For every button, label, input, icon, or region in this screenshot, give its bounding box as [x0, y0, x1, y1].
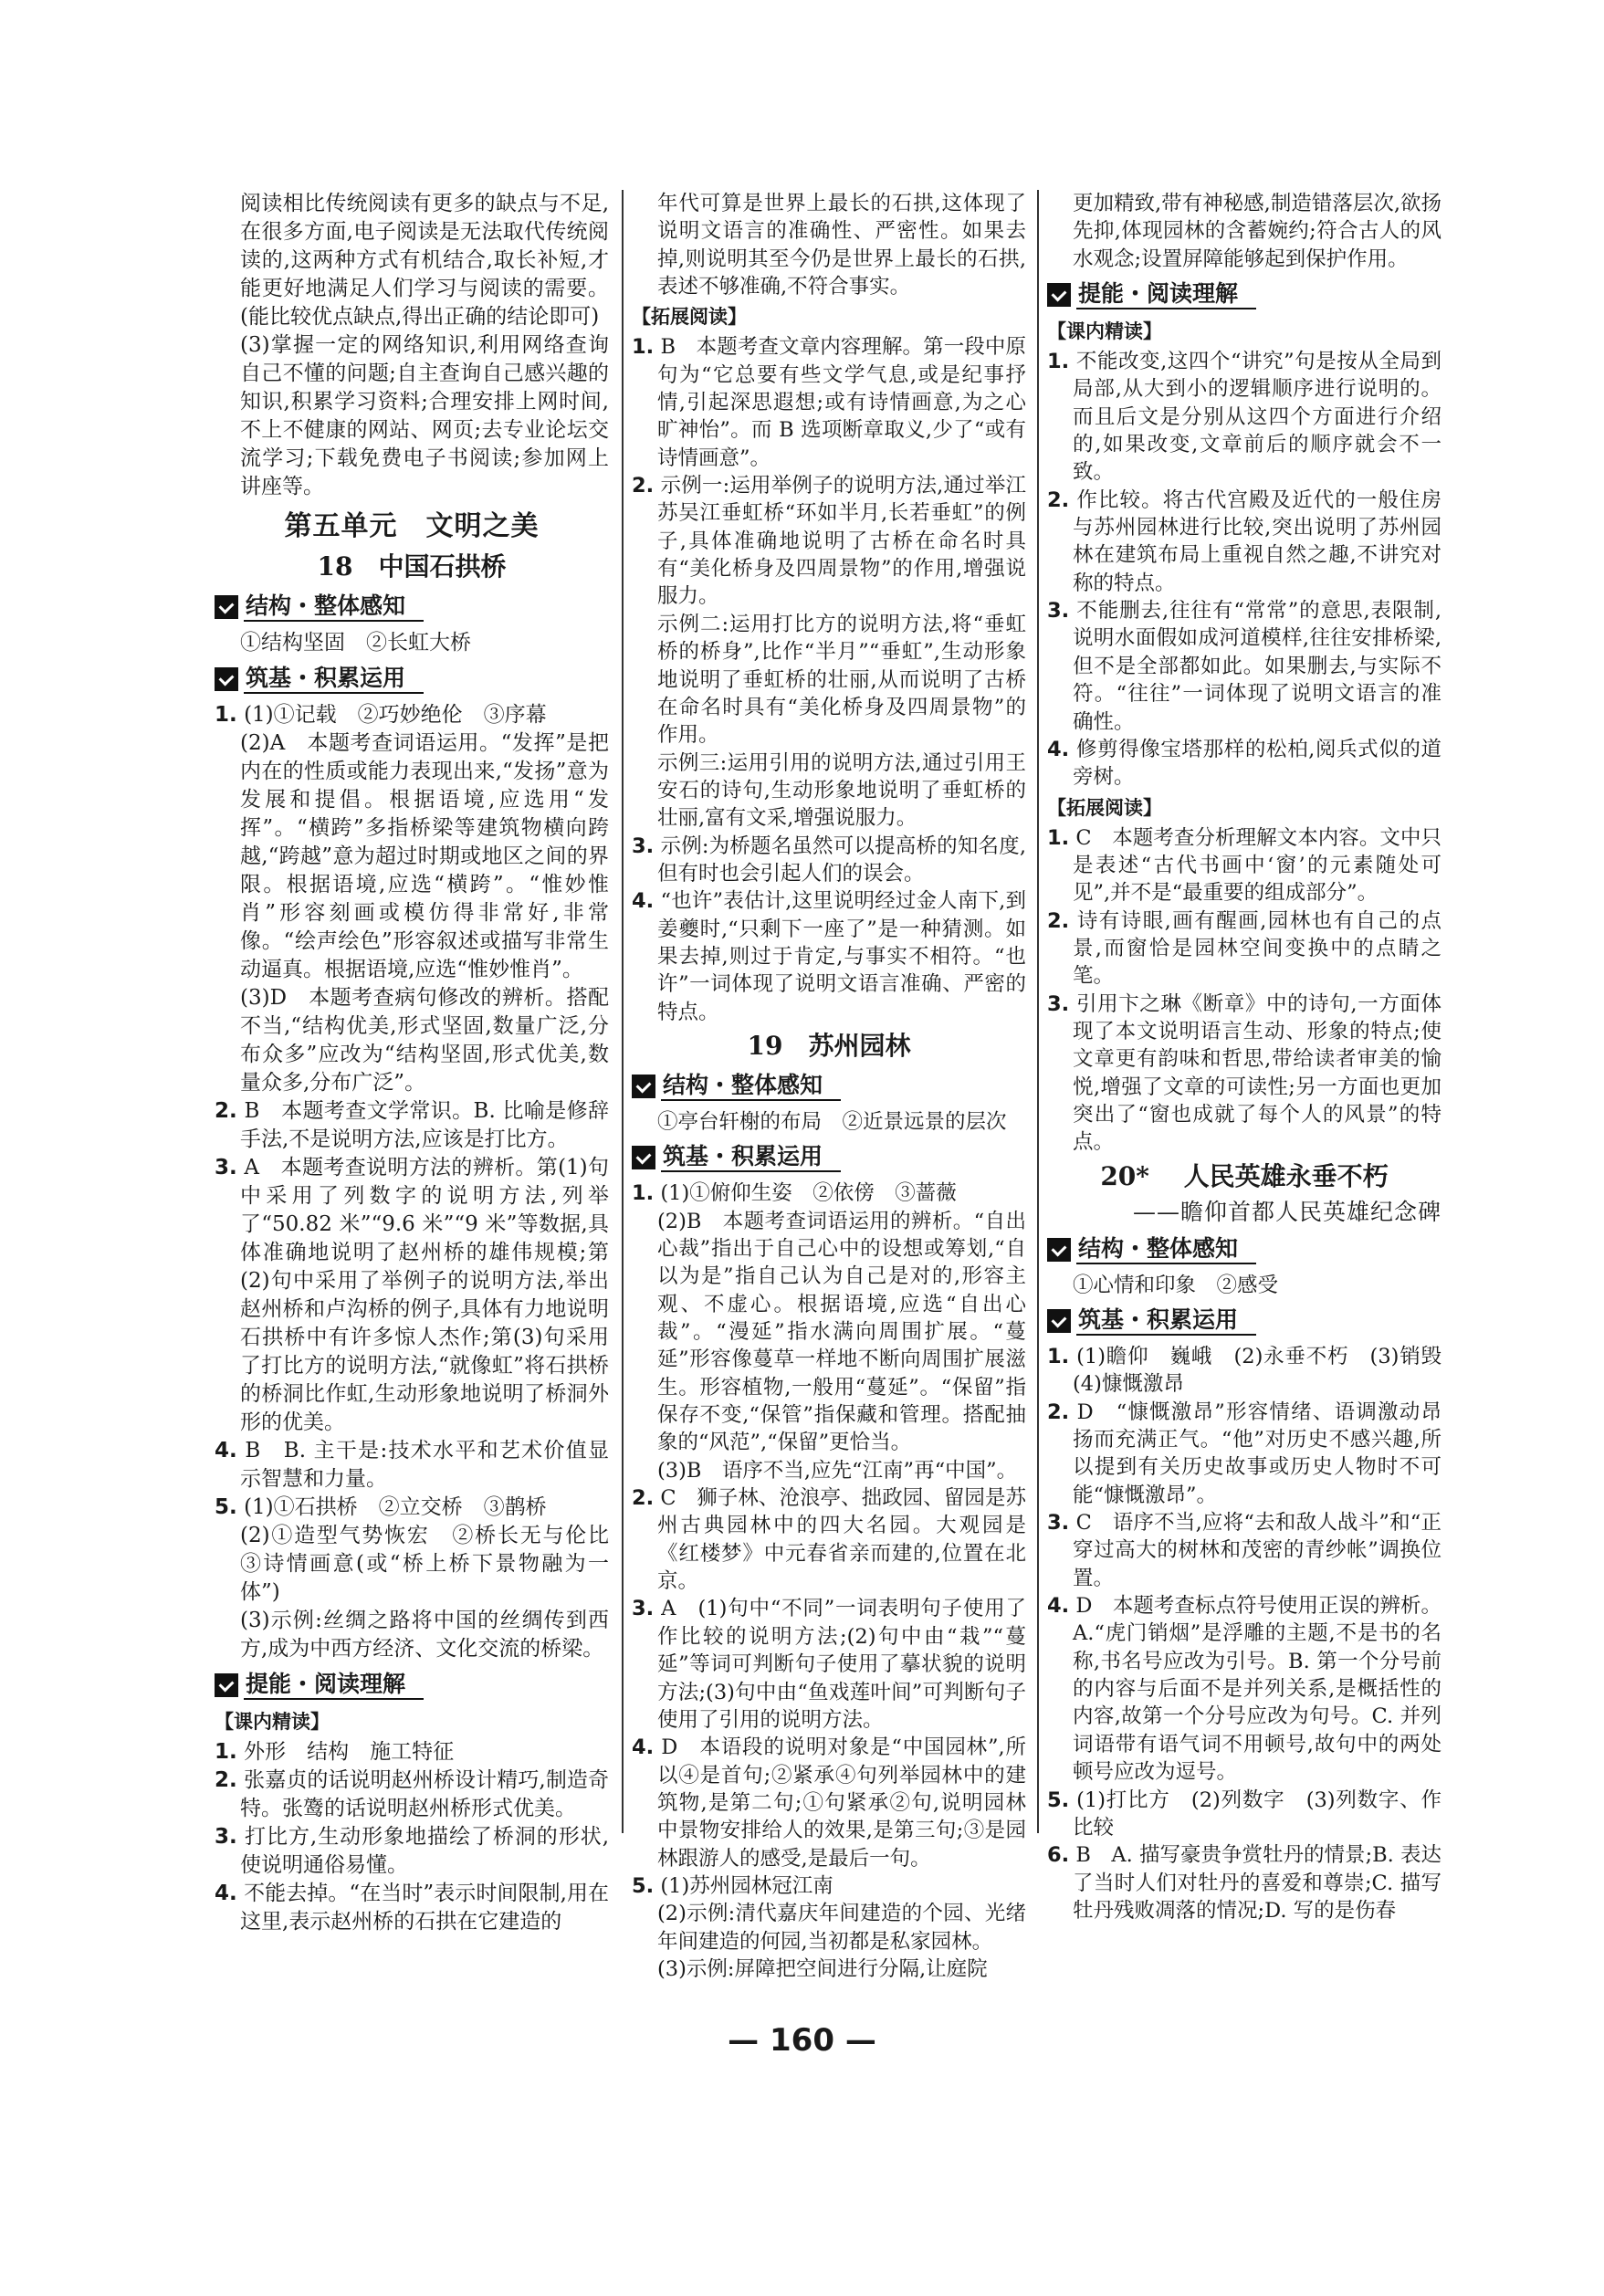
answer-item: 2. 示例一:运用举例子的说明方法,通过举江苏吴江垂虹桥“环如半月,长若垂虹”的例子,具体准确地说明了古桥在命名时具有“美化桥身及四周景物”的作用,增强说服力。: [632, 474, 1027, 609]
answer-item: 2. B 本题考查文学常识。B. 比喻是修辞手法,不是说明方法,应该是打比方。: [215, 1099, 609, 1151]
paragraph: 年代可算是世界上最长的石拱,这体现了说明文语言的准确性、严密性。如果去掉,则说明其至今仍是世界上最长的石拱,表述不够准确,不符合事实。: [657, 192, 1026, 299]
section-header: 筑基・积累运用: [632, 1143, 1026, 1172]
answer-item: 3. 示例:为桥题名虽然可以提高桥的知名度,但有时也会引起人们的误会。: [632, 833, 1027, 886]
answer: ①心情和印象 ②感受: [1073, 1273, 1279, 1297]
section-header: 结构・整体感知: [215, 592, 609, 622]
column-divider-1: [622, 190, 624, 1833]
checkmark-icon: [215, 595, 238, 619]
answer-item: (2)①造型气势恢宏 ②桥长无与伦比 ③诗情画意(或“桥上桥下景物融为一体”): [240, 1524, 630, 1604]
section-header: 筑基・积累运用: [1047, 1306, 1442, 1336]
answer-item: 1. C 本题考查分析理解文本内容。文中只是表述“古代书画中‘窗’的元素随处可见”,并不是“最重要的组成部分”。: [1047, 825, 1442, 906]
answer-item: 1. 外形 结构 施工特征: [215, 1740, 455, 1764]
subsection-tag: 【拓展阅读】: [632, 306, 747, 329]
answer-item: 4. “也许”表估计,这里说明经过金人南下,到姜夔时,“只剩下一座了”是一种猜测。如果去掉,则过于肯定,与事实不相符。“也许”一词体现了说明文语言准确、严密的特点。: [632, 889, 1027, 1024]
answer-item: 5. (1)打比方 (2)列数字 (3)列数字、作比较: [1047, 1788, 1442, 1840]
column-2: [632, 190, 1026, 1983]
answer-item: 3. 引用卞之琳《断章》中的诗句,一方面体现了本文说明语言生动、形象的特点;使文章更有韵味和哲思,带给读者审美的愉悦,增强了文章的可读性;另一方面也更加突出了“窗也成就了每个人的风景”的特点。: [1047, 991, 1442, 1155]
checkmark-icon: [1047, 283, 1071, 307]
answer-item: 示例三:运用引用的说明方法,通过引用王安石的诗句,生动形象地说明了垂虹桥的壮丽,富有文采,增强说服力。: [657, 750, 1026, 831]
answer-item: 2. 张嘉贞的话说明赵州桥设计精巧,制造奇特。张𬸦的话说明赵州桥形式优美。: [215, 1768, 610, 1820]
answer-item: 3. C 语序不当,应将“去和敌人战斗”和“正穿过高大的树林和茂密的青纱帐”调换位置。: [1047, 1511, 1442, 1590]
answer-item: (3)D 本题考查病句修改的辨析。搭配不当,“结构优美,形式坚固,数量广泛,分布众多”应改为“结构坚固,形式优美,数量众多,分布广泛”。: [240, 986, 609, 1095]
answer-item: 4. B B. 主干是:技术水平和艺术价值显示智慧和力量。: [215, 1439, 609, 1491]
answer-item: (2)示例:清代嘉庆年间建造的个园、光绪年间建造的何园,当初都是私家园林。: [657, 1902, 1026, 1954]
paragraph: 阅读相比传统阅读有更多的缺点与不足,在很多方面,电子阅读是无法取代传统阅读的,这两种方式有机结合,取长补短,才能更好地满足人们学习与阅读的需要。(能比较优点缺点,得出正确的结论即可): [240, 192, 609, 329]
answer-item: 2. D “慷慨激昂”形容情绪、语调激动昂扬而充满正气。“他”对历史不感兴趣,所以提到有关历史故事或历史人物时不可能“慷慨激昂”。: [1047, 1400, 1442, 1507]
answer-item: 4. D 本题考查标点符号使用正误的辨析。A.“虎门销烟”是浮雕的主题,不是书的名称,书名号应改为引号。B. 第一个分号前的内容与后面不是并列关系,是概括性的内容,故第一个分号应改为句号。C. 并列词语带有语气词不用顿号,故句中的两处顿号应改为逗号。: [1047, 1594, 1442, 1785]
checkmark-icon: [1047, 1238, 1071, 1262]
answer-item: 1. (1)①俯仰生姿 ②依傍 ③蔷薇: [632, 1181, 957, 1206]
subsection-tag: 【拓展阅读】: [1047, 796, 1162, 819]
section-header: 结构・整体感知: [1047, 1235, 1442, 1264]
subsection-tag: 【课内精读】: [1047, 320, 1162, 343]
page-number: — 160 —: [728, 2022, 876, 2059]
lesson-title: 20* 人民英雄永垂不朽: [1100, 1160, 1389, 1191]
answer-item: 5. (1)苏州园林冠江南: [632, 1873, 833, 1898]
checkmark-icon: [632, 1075, 655, 1098]
answer-item: 1. (1)瞻仰 巍峨 (2)永垂不朽 (3)销毁 (4)慷慨激昂: [1047, 1345, 1462, 1397]
section-header: 提能・阅读理解: [215, 1671, 609, 1700]
answer-item: (3)示例:丝绸之路将中国的丝绸传到西方,成为中西方经济、文化交流的桥梁。: [240, 1609, 609, 1661]
answer-item: 2. 诗有诗眼,画有醒画,园林也有自己的点景,而窗恰是园林空间变换中的点睛之笔。: [1047, 908, 1442, 989]
answer-item: 2. 作比较。将古代宫殿及近代的一般住房与苏州园林进行比较,突出说明了苏州园林在建筑布局上重视自然之趣,不讲究对称的特点。: [1047, 488, 1442, 595]
answer-item: 3. 打比方,生动形象地描绘了桥洞的形状,使说明通俗易懂。: [215, 1825, 610, 1877]
lesson-title: 18 中国石拱桥: [317, 551, 507, 582]
checkmark-icon: [1047, 1309, 1071, 1333]
paragraph: (3)掌握一定的网络知识,利用网络查询自己不懂的问题;自主查询自己感兴趣的知识,积累学习资料;合理安排上网时间,不上不健康的网站、网页;去专业论坛交流学习;下载免费电子书阅读;参加网上讲座等。: [240, 333, 609, 498]
answer-item: (3)示例:屏障把空间进行分隔,让庭院: [657, 1956, 988, 1981]
answer-item: 4. 修剪得像宝塔那样的松柏,阅兵式似的道旁树。: [1047, 737, 1442, 790]
checkmark-icon: [215, 667, 238, 691]
subsection-tag: 【课内精读】: [215, 1711, 330, 1733]
column-1: [215, 190, 630, 1936]
answer-item: 6. B A. 描写豪贵争赏牡丹的情景;B. 表达了当时人们对牡丹的喜爱和尊崇;C. 描写牡丹残败凋落的情况;D. 写的是伤春: [1047, 1843, 1442, 1923]
answer-item: 2. C 狮子林、沧浪亭、拙政园、留园是苏州古典园林中的四大名园。大观园是《红楼梦》中元春省亲而建的,位置在北京。: [632, 1486, 1027, 1594]
answer-item: 示例二:运用打比方的说明方法,将“垂虹桥的桥身”,比作“半月”“垂虹”,生动形象地说明了垂虹桥的壮丽,从而说明了古桥在命名时具有“美化桥身及四周景物”的作用。: [657, 612, 1026, 748]
answer-item: 5. (1)①石拱桥 ②立交桥 ③鹊桥: [215, 1495, 547, 1519]
column-divider-2: [1037, 190, 1039, 1833]
answer-item: 4. D 本语段的说明对象是“中国园林”,所以④是首句;②紧承④句列举园林中的建筑物,是第二句;①句紧承②句,说明园林中景物安排给人的效果,是第三句;③是园林跟游人的感受,是最后一句。: [632, 1735, 1026, 1871]
unit-title: 第五单元 文明之美: [284, 510, 540, 542]
answer-item: (2)A 本题考查词语运用。“发挥”是把内在的性质或能力表现出来,“发扬”意为发展和提倡。根据语境,应选用“发挥”。“横跨”多指桥梁等建筑物横向跨越,“跨越”意为超过时期或地区之间的界限。根据语境,应选“横跨”。“惟妙惟肖”形容刻画或模仿得非常好,非常像。“绘声绘色”形容叙述或描写非常生动逼真。根据语境,应选“惟妙惟肖”。: [240, 731, 609, 981]
section-header: 提能・阅读理解: [1047, 280, 1442, 309]
lesson-title: 19 苏州园林: [747, 1030, 911, 1061]
answer-item: 1. (1)①记载 ②巧妙绝伦 ③序幕: [215, 703, 547, 727]
section-header: 筑基・积累运用: [215, 665, 609, 694]
answer-item: 3. A 本题考查说明方法的辨析。第(1)句中采用了列数字的说明方法,列举了“50.82 米”“9.6 米”“9 米”等数据,具体准确地说明了赵州桥的雄伟规模;第(2)句中采用了举例子的说明方法,举出赵州桥和卢沟桥的例子,具体有力地说明石拱桥中有许多惊人杰作;第(3)句采用了打比方的说明方法,“就像虹”将石拱桥的桥洞比作虹,生动形象地说明了桥洞外形的优美。: [215, 1156, 609, 1434]
answer-item: 3. A (1)句中“不同”一词表明句子使用了作比较的说明方法;(2)句中由“栽”“蔓延”等词可判断句子使用了摹状貌的说明方法;(3)句中由“鱼戏莲叶间”可判断句子使用了引用的说明方法。: [632, 1597, 1026, 1732]
answer: ①亭台轩榭的布局 ②近景远景的层次: [657, 1109, 1007, 1134]
answer-item: 3. 不能删去,往往有“常常”的意思,表限制,说明水面假如成河道模样,往往安排桥梁,但不是全部都如此。如果删去,与实际不符。“往往”一词体现了说明文语言的准确性。: [1047, 599, 1442, 734]
paragraph: 更加精致,带有神秘感,制造错落层次,欲扬先抑,体现园林的含蓄婉约;符合古人的风水观念;设置屏障能够起到保护作用。: [1073, 192, 1442, 271]
answer-item: (3)B 语序不当,应先“江南”再“中国”。: [657, 1458, 1018, 1483]
answer-item: 4. 不能去掉。“在当时”表示时间限制,用在这里,表示赵州桥的石拱在它建造的: [215, 1882, 610, 1934]
answer-item: 1. B 本题考查文章内容理解。第一段中原句为“它总要有些文学气息,或是纪事抒情,引起深思遐想;或有诗情画意,为之心旷神怡”。而 B 选项断章取义,少了“或有诗情画意”。: [632, 335, 1026, 470]
column-3: [1047, 190, 1462, 1924]
checkmark-icon: [632, 1146, 655, 1169]
section-header: 结构・整体感知: [632, 1072, 1026, 1101]
lesson-subtitle: ——瞻仰首都人民英雄纪念碑: [1132, 1198, 1442, 1225]
answer-item: 1. 不能改变,这四个“讲究”句是按从全局到局部,从大到小的逻辑顺序进行说明的。而且后文是分别从这四个方面进行介绍的,如果改变,文章前后的顺序就会不一致。: [1047, 350, 1442, 485]
answer-item: (2)B 本题考查词语运用的辨析。“自出心裁”指出于自己心中的设想或筹划,“自以为是”指自己认为自己是对的,形容主观、不虚心。根据语境,应选“自出心裁”。“漫延”指水满向周围扩展。“蔓延”形容像蔓草一样地不断向周围扩展滋生。形容植物,一般用“蔓延”。“保留”指保存不变,“保管”指保藏和管理。搭配抽象的“风范”,“保留”更恰当。: [657, 1209, 1026, 1455]
answer: ①结构坚固 ②长虹大桥: [240, 631, 471, 655]
checkmark-icon: [215, 1673, 238, 1697]
